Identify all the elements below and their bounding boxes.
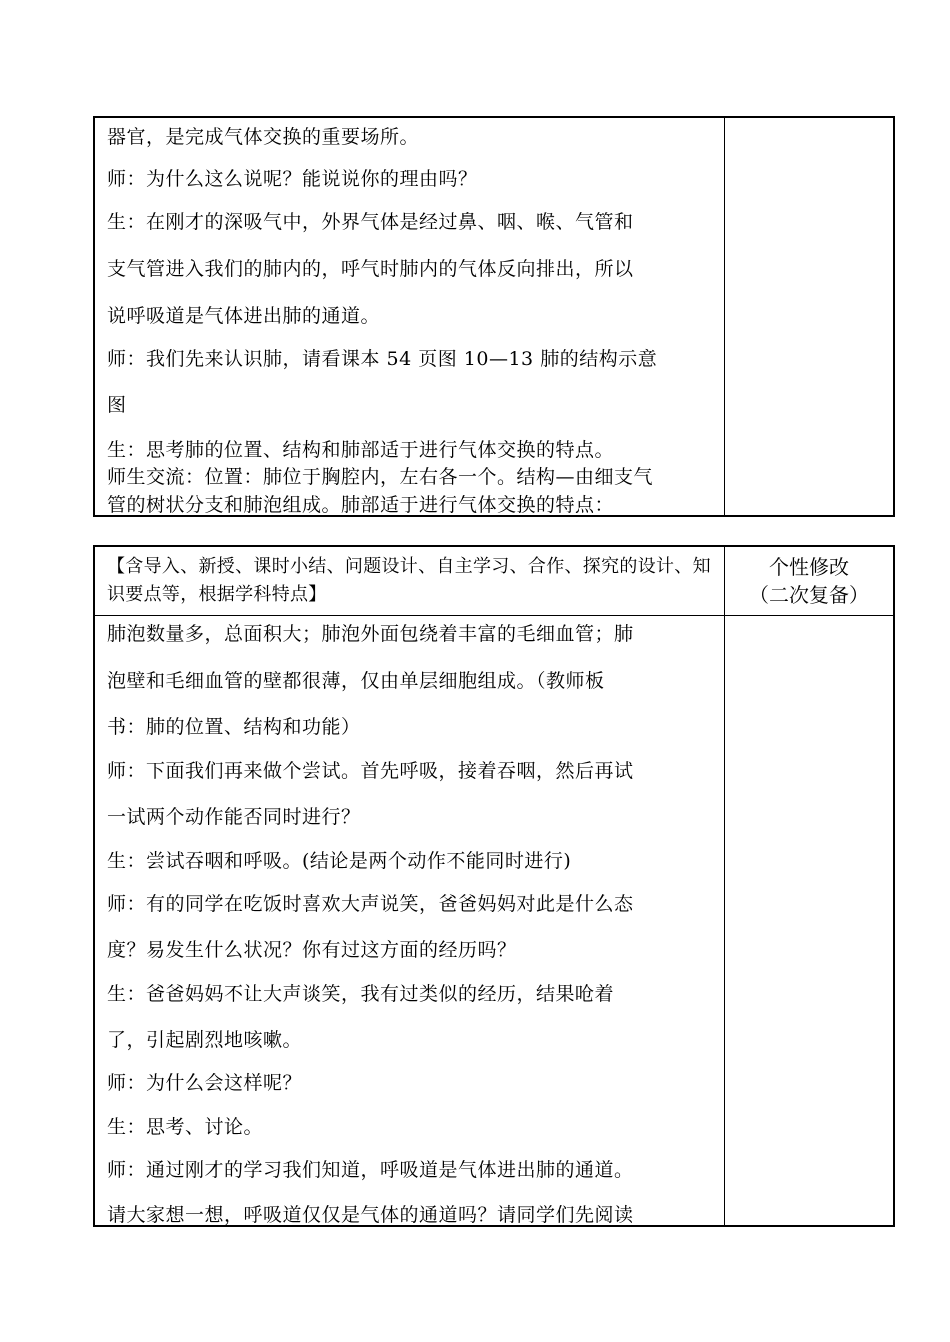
- text-line: 生：在刚才的深吸气中，外界气体是经过鼻、咽、喉、气管和: [107, 211, 634, 233]
- design-header: 【含导入、新授、课时小结、问题设计、自主学习、合作、探究的设计、知识要点等，根据学科特点】: [107, 556, 711, 605]
- text-line: 支气管进入我们的肺内的，呼气时肺内的气体反向排出，所以: [107, 258, 634, 280]
- text-line: 生：尝试吞咽和呼吸。(结论是两个动作不能同时进行): [107, 850, 572, 872]
- lesson-table-bottom: [93, 545, 895, 1227]
- column-divider: [724, 547, 725, 1225]
- text-line: 生：爸爸妈妈不让大声谈笑，我有过类似的经历，结果呛着: [107, 983, 615, 1005]
- text-line: 师：为什么会这样呢？: [107, 1072, 303, 1094]
- text-line: 师：有的同学在吃饭时喜欢大声说笑，爸爸妈妈对此是什么态: [107, 893, 634, 915]
- text-line: 一试两个动作能否同时进行？: [107, 806, 361, 828]
- revision-header: [725, 553, 893, 609]
- column-divider: [724, 118, 725, 515]
- text-line: 肺泡数量多，总面积大；肺泡外面包绕着丰富的毛细血管；肺: [107, 623, 634, 645]
- text-line: 师：我们先来认识肺，请看课本 54 页图 10—13 肺的结构示意: [107, 348, 658, 370]
- text-line: 泡壁和毛细血管的壁都很薄，仅由单层细胞组成。（教师板: [107, 670, 605, 692]
- text-line: 书：肺的位置、结构和功能）: [107, 716, 361, 738]
- text-line: 器官，是完成气体交换的重要场所。: [107, 126, 420, 148]
- text-line: 度？易发生什么状况？你有过这方面的经历吗？: [107, 939, 517, 961]
- header-divider: [95, 615, 893, 616]
- text-line: 图: [107, 394, 127, 416]
- text-line: 生：思考肺的位置、结构和肺部适于进行气体交换的特点。: [107, 439, 615, 461]
- text-line: 了，引起剧烈地咳嗽。: [107, 1029, 303, 1051]
- text-line: 师生交流：位置：肺位于胸腔内，左右各一个。结构—由细支气: [107, 466, 654, 488]
- text-line: 师：通过刚才的学习我们知道，呼吸道是气体进出肺的通道。: [107, 1159, 634, 1181]
- text-line: 生：思考、讨论。: [107, 1116, 264, 1138]
- revision-header-line1: 个性修改: [769, 555, 849, 579]
- text-line: 管的树状分支和肺泡组成。肺部适于进行气体交换的特点：: [107, 494, 615, 516]
- revision-header-line2: （二次复备）: [749, 583, 869, 607]
- text-line: 说呼吸道是气体进出肺的通道。: [107, 305, 381, 327]
- lesson-table-top: [93, 116, 895, 517]
- text-line: 请大家想一想，呼吸道仅仅是气体的通道吗？请同学们先阅读: [107, 1204, 634, 1226]
- text-line: 师：下面我们再来做个尝试。首先呼吸，接着吞咽，然后再试: [107, 760, 634, 782]
- text-line: 师：为什么这么说呢？能说说你的理由吗？: [107, 168, 478, 190]
